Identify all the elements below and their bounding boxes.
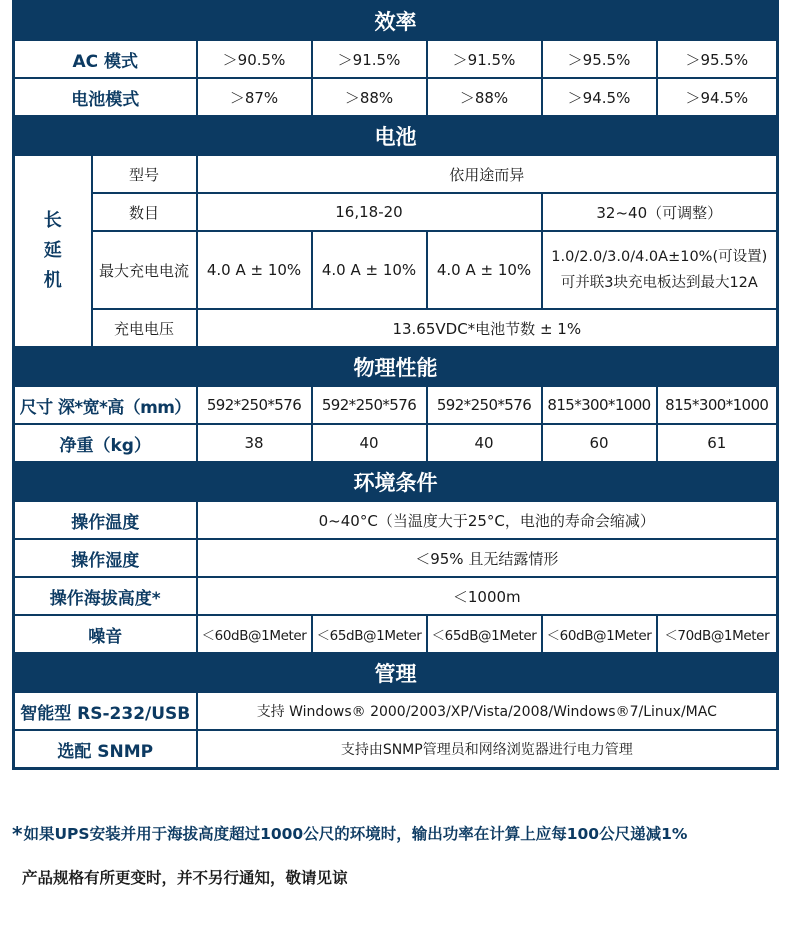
ac-mode-value: ＞91.5% (312, 40, 427, 78)
max-charge-current-value: 4.0 A ± 10% (197, 231, 312, 309)
weight-value: 60 (542, 424, 657, 462)
row-charge-voltage (14, 309, 778, 347)
noise-value: ＜70dB@1Meter (657, 615, 778, 653)
group-label-char: 长 (43, 210, 62, 231)
charge-current-line: 1.0/2.0/3.0/4.0A±10%(可设置) (551, 249, 768, 265)
op-humidity-label: 操作湿度 (14, 539, 197, 577)
battery-count-value: 16,18-20 (197, 193, 542, 231)
max-charge-current-label: 最大充电电流 (92, 231, 197, 309)
dimensions-value: 592*250*576 (197, 386, 312, 424)
long-run-group-label (14, 155, 92, 347)
row-max-charge-current (14, 231, 778, 309)
battery-mode-value: ＞87% (197, 78, 312, 116)
noise-value: ＜60dB@1Meter (542, 615, 657, 653)
weight-label: 净重（kg） (14, 424, 197, 462)
battery-count-value: 32~40（可调整） (542, 193, 778, 231)
section-physical-title: 物理性能 (14, 347, 778, 386)
battery-mode-value: ＞94.5% (542, 78, 657, 116)
op-altitude-value: ＜1000m (197, 577, 778, 615)
battery-mode-value: ＞88% (312, 78, 427, 116)
weight-value: 38 (197, 424, 312, 462)
op-altitude-label: 操作海拔高度* (14, 577, 197, 615)
battery-model-value: 依用途而异 (197, 155, 778, 193)
ac-mode-value: ＞95.5% (542, 40, 657, 78)
ac-mode-value: ＞95.5% (657, 40, 778, 78)
row-snmp (14, 730, 778, 769)
op-temp-label: 操作温度 (14, 501, 197, 539)
noise-label: 噪音 (14, 615, 197, 653)
battery-count-label: 数目 (92, 193, 197, 231)
section-battery-title: 电池 (14, 116, 778, 155)
row-smart (14, 692, 778, 730)
row-op-altitude (14, 577, 778, 615)
row-battery-mode (14, 78, 778, 116)
noise-value: ＜65dB@1Meter (312, 615, 427, 653)
ac-mode-label: AC 模式 (14, 40, 197, 78)
weight-value: 40 (312, 424, 427, 462)
max-charge-current-value: 4.0 A ± 10% (312, 231, 427, 309)
max-charge-current-value: 4.0 A ± 10% (427, 231, 542, 309)
dimensions-label: 尺寸 深*宽*高（mm） (14, 386, 197, 424)
section-efficiency-title: 效率 (14, 1, 778, 40)
group-label-char: 延 (43, 240, 62, 261)
noise-value: ＜60dB@1Meter (197, 615, 312, 653)
row-noise (14, 615, 778, 653)
op-humidity-value: ＜95% 且无结露情形 (197, 539, 778, 577)
charge-voltage-value: 13.65VDC*电池节数 ± 1% (197, 309, 778, 347)
dimensions-value: 592*250*576 (427, 386, 542, 424)
battery-mode-value: ＞88% (427, 78, 542, 116)
battery-mode-label: 电池模式 (14, 78, 197, 116)
ac-mode-value: ＞91.5% (427, 40, 542, 78)
altitude-footnote (12, 822, 687, 846)
max-charge-current-value-extended (542, 231, 778, 309)
row-ac-mode (14, 40, 778, 78)
dimensions-value: 815*300*1000 (657, 386, 778, 424)
smart-value: 支持 Windows® 2000/2003/XP/Vista/2008/Windows®7/Linux/MAC (197, 692, 778, 730)
snmp-label: 选配 SNMP (14, 730, 197, 769)
spec-table (12, 0, 779, 770)
footnote-star: * (12, 822, 23, 846)
row-battery-count (14, 193, 778, 231)
change-notice: 产品规格有所更变时，并不另行通知，敬请见谅 (22, 869, 348, 887)
weight-value: 61 (657, 424, 778, 462)
snmp-value: 支持由SNMP管理员和网络浏览器进行电力管理 (197, 730, 778, 769)
footnote-text: 如果UPS安装并用于海拔高度超过1000公尺的环境时，输出功率在计算上应每100公尺递减1% (23, 825, 688, 843)
row-op-humidity (14, 539, 778, 577)
group-label-char: 机 (43, 270, 62, 291)
battery-model-label: 型号 (92, 155, 197, 193)
noise-value: ＜65dB@1Meter (427, 615, 542, 653)
row-dimensions (14, 386, 778, 424)
row-weight (14, 424, 778, 462)
row-battery-model (14, 155, 778, 193)
battery-mode-value: ＞94.5% (657, 78, 778, 116)
dimensions-value: 815*300*1000 (542, 386, 657, 424)
ac-mode-value: ＞90.5% (197, 40, 312, 78)
dimensions-value: 592*250*576 (312, 386, 427, 424)
section-environment-title: 环境条件 (14, 462, 778, 501)
charge-voltage-label: 充电电压 (92, 309, 197, 347)
section-management-title: 管理 (14, 653, 778, 692)
weight-value: 40 (427, 424, 542, 462)
row-op-temp (14, 501, 778, 539)
smart-label: 智能型 RS-232/USB (14, 692, 197, 730)
op-temp-value: 0~40°C（当温度大于25°C，电池的寿命会缩减） (197, 501, 778, 539)
charge-current-line: 可并联3块充电板达到最大12A (560, 275, 758, 291)
